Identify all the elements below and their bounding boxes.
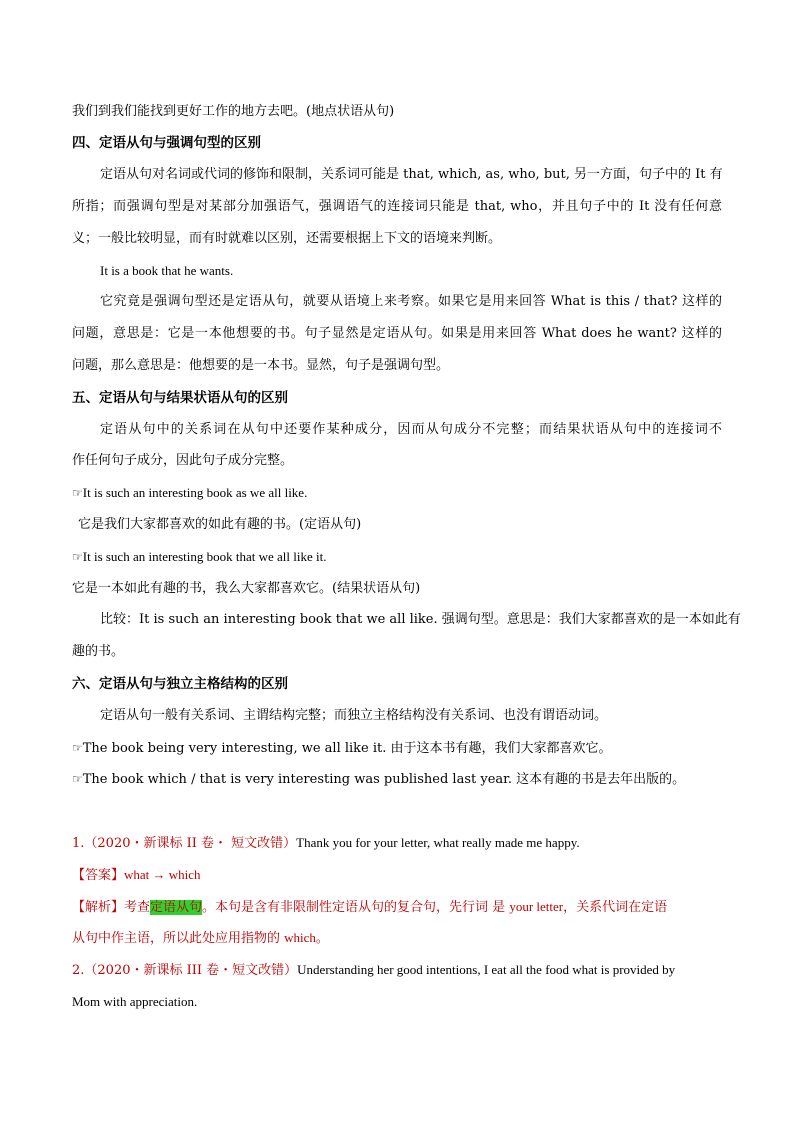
section-heading-6: 六、定语从句与独立主格结构的区别 — [72, 676, 288, 692]
paragraph-line: 趣的书。 — [72, 644, 125, 659]
pointing-hand-icon: ☞ — [72, 772, 83, 786]
pointing-hand-icon: ☞ — [72, 550, 83, 564]
analysis-text: 从句中作主语，所以此处应用指物的 — [72, 931, 285, 946]
paragraph-line: 作任何句子成分，因此句子成分完整。 — [72, 453, 294, 468]
text-line: 我们到我们能找到更好工作的地方去吧。(地点状语从句) — [72, 104, 395, 119]
analysis-line — [72, 897, 722, 918]
paragraph-line: 所指；而强调句型是对某部分加强语气，强调语气的连接词只能是 that, who，并且句子中的 It 没有任何意 — [72, 199, 722, 214]
paragraph-line: 问题，意思是：它是一本他想要的书。句子显然是定语从句。如果是用来回答 What does he want? 这样的 — [72, 326, 722, 341]
answer-line — [72, 865, 722, 886]
answer-text: what → which — [124, 867, 201, 882]
example-item — [72, 738, 722, 759]
analysis-text: 。 — [315, 931, 329, 946]
paragraph-line: 问题，那么意思是：他想要的是一本书。显然，句子是强调句型。 — [72, 358, 450, 373]
analysis-line — [72, 928, 722, 949]
example-sentence: The book which / that is very interesting was published last year. 这本有趣的书是去年出版的。 — [82, 772, 686, 787]
analysis-term: which — [284, 930, 316, 945]
example-translation: 它是我们大家都喜欢的如此有趣的书。(定语从句) — [78, 517, 362, 532]
analysis-term: your letter — [509, 899, 564, 914]
question-text-continued: Mom with appreciation. — [72, 994, 198, 1009]
pointing-hand-icon: ☞ — [72, 741, 83, 755]
example-item — [72, 483, 722, 504]
question-text: Thank you for your letter, what really made me happy. — [296, 835, 580, 850]
analysis-text: 。本句是含有非限制性定语从句的复合句，先行词 是 — [202, 900, 510, 915]
section-heading-4: 四、定语从句与强调句型的区别 — [72, 135, 261, 151]
highlighted-term: 定语从句 — [150, 900, 203, 915]
question-1 — [72, 833, 722, 854]
paragraph-line: 定语从句对名词或代词的修饰和限制，关系词可能是 that, which, as, who, but, 另一方面，句子中的 It 有 — [100, 167, 723, 182]
question-tag: 2.（2020・新课标 III 卷・短文改错） — [72, 963, 298, 978]
question-text: Understanding her good intentions, I eat all the food what is provided by — [297, 962, 676, 977]
analysis-label: 【解析】 — [72, 900, 125, 915]
example-sentence: It is such an interesting book as we all like. — [82, 485, 308, 500]
question-2 — [72, 960, 722, 981]
paragraph-line: 比较：It is such an interesting book that we all like. 强调句型。意思是：我们大家都喜欢的是一本如此有 — [100, 612, 741, 627]
paragraph-line: 义；一般比较明显，而有时就难以区别，还需要根据上下文的语境来判断。 — [72, 231, 502, 246]
paragraph-line: 定语从句中的关系词在从句中还要作某种成分，因而从句成分不完整；而结果状语从句中的连接词不 — [100, 422, 722, 437]
section-heading-5: 五、定语从句与结果状语从句的区别 — [72, 390, 288, 406]
pointing-hand-icon: ☞ — [72, 486, 83, 500]
answer-label: 【答案】 — [72, 868, 125, 883]
example-sentence: The book being very interesting, we all like it. 由于这本书有趣，我们大家都喜欢它。 — [82, 741, 612, 756]
analysis-text: ，关系代词在定语 — [563, 900, 668, 915]
example-item — [72, 547, 722, 568]
example-item — [72, 769, 722, 790]
question-tag: 1.（2020・新课标 II 卷・ 短文改错） — [72, 836, 297, 851]
example-translation: 它是一本如此有趣的书，我么大家都喜欢它。(结果状语从句) — [72, 581, 421, 596]
paragraph-line: 定语从句一般有关系词、主谓结构完整；而独立主格结构没有关系词、也没有谓语动词。 — [100, 708, 608, 723]
analysis-text: 考查 — [124, 900, 151, 915]
example-sentence: It is a book that he wants. — [100, 263, 234, 278]
example-sentence: It is such an interesting book that we all like it. — [82, 549, 327, 564]
paragraph-line: 它究竟是强调句型还是定语从句，就要从语境上来考察。如果它是用来回答 What is this / that? 这样的 — [100, 294, 722, 309]
